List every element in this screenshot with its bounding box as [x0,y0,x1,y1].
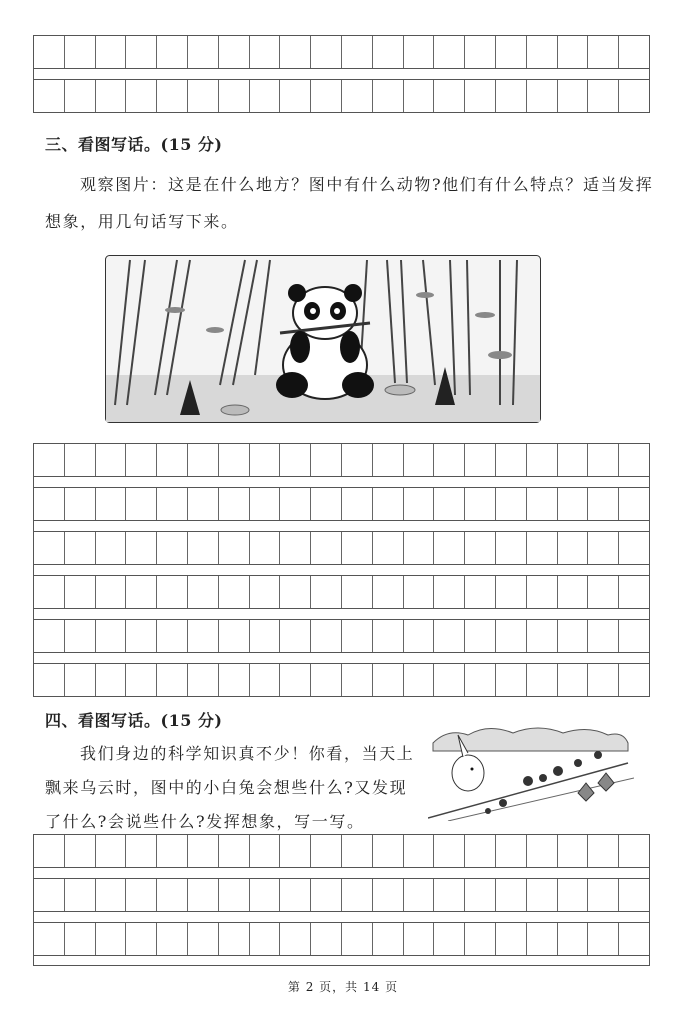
grid-cell[interactable] [125,532,156,564]
grid-cell[interactable] [372,879,403,911]
grid-cell[interactable] [310,576,341,608]
grid-cell[interactable] [34,664,64,696]
grid-cell[interactable] [403,620,434,652]
grid-cell[interactable] [587,664,618,696]
section-3-prompt-line-2: 想象，用几句话写下来。 [45,212,239,231]
grid-cell[interactable] [95,488,126,520]
grid-cell[interactable] [341,36,372,68]
grid-cell[interactable] [587,879,618,911]
grid-cell[interactable] [433,576,464,608]
grid-cell[interactable] [34,488,64,520]
grid-cell[interactable] [249,664,280,696]
grid-row-spacer [33,956,650,966]
grid-cell[interactable] [187,444,218,476]
grid-cell[interactable] [618,835,649,867]
grid-cell[interactable] [618,923,649,955]
grid-cell[interactable] [310,36,341,68]
grid-cell[interactable] [495,444,526,476]
grid-cell[interactable] [125,664,156,696]
grid-cell[interactable] [187,80,218,112]
grid-cell[interactable] [372,488,403,520]
grid-cell[interactable] [433,488,464,520]
grid-cell[interactable] [403,444,434,476]
grid-cell[interactable] [341,835,372,867]
grid-cell[interactable] [310,80,341,112]
grid-cell[interactable] [526,879,557,911]
grid-cell[interactable] [587,488,618,520]
grid-cell[interactable] [433,532,464,564]
grid-cell[interactable] [403,923,434,955]
grid-cell[interactable] [64,923,95,955]
grid-cell[interactable] [372,36,403,68]
grid-cell[interactable] [218,923,249,955]
section-4-prompt-line-3: 了什么?会说些什么?发挥想象，写一写。 [45,812,365,831]
grid-cell[interactable] [526,488,557,520]
grid-cell[interactable] [495,80,526,112]
grid-cell[interactable] [587,923,618,955]
grid-cell[interactable] [34,923,64,955]
grid-cell[interactable] [557,80,588,112]
grid-cell[interactable] [187,879,218,911]
grid-cell[interactable] [310,664,341,696]
grid-row-spacer [33,477,650,487]
grid-cell[interactable] [125,879,156,911]
grid-cell[interactable] [310,620,341,652]
grid-cell[interactable] [403,879,434,911]
section-4-prompt-line-1: 我们身边的科学知识真不少！你看，当天上 [80,744,415,763]
grid-cell[interactable] [187,532,218,564]
grid-cell[interactable] [464,923,495,955]
grid-cell[interactable] [403,576,434,608]
grid-cell[interactable] [433,664,464,696]
grid-cell[interactable] [557,532,588,564]
grid-cell[interactable] [218,444,249,476]
grid-cell[interactable] [433,444,464,476]
grid-cell[interactable] [156,488,187,520]
grid-cell[interactable] [341,664,372,696]
grid-cell[interactable] [372,664,403,696]
grid-cell[interactable] [249,444,280,476]
grid-cell[interactable] [64,664,95,696]
grid-cell[interactable] [557,835,588,867]
grid-cell[interactable] [495,879,526,911]
grid-cell[interactable] [618,532,649,564]
grid-cell[interactable] [187,576,218,608]
grid-cell[interactable] [341,576,372,608]
grid-cell[interactable] [249,36,280,68]
grid-cell[interactable] [279,444,310,476]
grid-cell[interactable] [464,532,495,564]
grid-cell[interactable] [557,620,588,652]
grid-cell[interactable] [372,444,403,476]
grid-cell[interactable] [279,664,310,696]
grid-cell[interactable] [310,879,341,911]
writing-grid-top[interactable] [33,35,650,113]
grid-cell[interactable] [64,835,95,867]
grid-cell[interactable] [587,36,618,68]
grid-cell[interactable] [249,879,280,911]
grid-cell[interactable] [279,36,310,68]
grid-cell[interactable] [618,80,649,112]
grid-row [33,922,650,956]
grid-cell[interactable] [34,879,64,911]
grid-cell[interactable] [34,80,64,112]
grid-cell[interactable] [95,80,126,112]
grid-cell[interactable] [372,80,403,112]
grid-cell[interactable] [495,488,526,520]
grid-cell[interactable] [156,879,187,911]
grid-cell[interactable] [64,532,95,564]
grid-cell[interactable] [433,620,464,652]
grid-cell[interactable] [526,36,557,68]
grid-cell[interactable] [310,444,341,476]
grid-cell[interactable] [187,664,218,696]
writing-grid-middle[interactable] [33,443,650,697]
panda-bamboo-illustration [105,255,541,423]
grid-row [33,487,650,521]
grid-cell[interactable] [279,620,310,652]
writing-grid-bottom[interactable] [33,834,650,966]
grid-cell[interactable] [64,879,95,911]
grid-cell[interactable] [618,444,649,476]
grid-cell[interactable] [526,620,557,652]
grid-cell[interactable] [125,36,156,68]
grid-row [33,619,650,653]
grid-cell[interactable] [618,620,649,652]
grid-row-spacer [33,653,650,663]
grid-cell[interactable] [64,576,95,608]
grid-cell[interactable] [95,620,126,652]
grid-cell[interactable] [279,835,310,867]
grid-cell[interactable] [526,576,557,608]
grid-cell[interactable] [125,444,156,476]
grid-cell[interactable] [495,620,526,652]
grid-cell[interactable] [464,80,495,112]
grid-cell[interactable] [495,532,526,564]
grid-cell[interactable] [156,444,187,476]
grid-row-spacer [33,69,650,79]
grid-cell[interactable] [218,36,249,68]
grid-cell[interactable] [310,835,341,867]
grid-cell[interactable] [279,532,310,564]
grid-cell[interactable] [95,36,126,68]
grid-cell[interactable] [526,532,557,564]
grid-cell[interactable] [341,444,372,476]
grid-cell[interactable] [403,664,434,696]
grid-cell[interactable] [433,36,464,68]
grid-cell[interactable] [372,835,403,867]
grid-cell[interactable] [495,36,526,68]
grid-cell[interactable] [341,879,372,911]
grid-cell[interactable] [156,923,187,955]
grid-cell[interactable] [310,923,341,955]
grid-cell[interactable] [156,36,187,68]
grid-row [33,531,650,565]
grid-cell[interactable] [557,879,588,911]
grid-cell[interactable] [372,532,403,564]
grid-cell[interactable] [187,835,218,867]
grid-cell[interactable] [464,835,495,867]
grid-cell[interactable] [403,36,434,68]
grid-cell[interactable] [403,532,434,564]
grid-cell[interactable] [495,576,526,608]
grid-cell[interactable] [95,664,126,696]
grid-cell[interactable] [526,444,557,476]
grid-row-spacer [33,609,650,619]
grid-cell[interactable] [125,576,156,608]
page-number-footer: 第 2 页，共 14 页 [287,980,399,994]
grid-cell[interactable] [557,576,588,608]
grid-cell[interactable] [341,488,372,520]
grid-cell[interactable] [156,664,187,696]
grid-cell[interactable] [526,664,557,696]
grid-cell[interactable] [187,923,218,955]
grid-cell[interactable] [218,80,249,112]
section-4-prompt-line-2: 飘来乌云时，图中的小白兔会想些什么?又发现 [45,778,408,797]
grid-row-spacer [33,565,650,575]
grid-cell[interactable] [279,488,310,520]
grid-cell[interactable] [95,879,126,911]
grid-cell[interactable] [34,532,64,564]
grid-cell[interactable] [125,923,156,955]
grid-cell[interactable] [557,488,588,520]
grid-cell[interactable] [34,444,64,476]
grid-cell[interactable] [218,664,249,696]
grid-cell[interactable] [187,488,218,520]
grid-cell[interactable] [587,532,618,564]
grid-cell[interactable] [218,488,249,520]
grid-cell[interactable] [34,576,64,608]
grid-cell[interactable] [464,620,495,652]
grid-cell[interactable] [372,620,403,652]
grid-cell[interactable] [125,835,156,867]
grid-cell[interactable] [587,620,618,652]
grid-cell[interactable] [372,576,403,608]
grid-cell[interactable] [587,576,618,608]
grid-row [33,443,650,477]
grid-cell[interactable] [249,923,280,955]
grid-cell[interactable] [618,879,649,911]
grid-cell[interactable] [310,532,341,564]
grid-cell[interactable] [587,835,618,867]
grid-cell[interactable] [64,444,95,476]
grid-cell[interactable] [64,488,95,520]
grid-cell[interactable] [495,835,526,867]
grid-cell[interactable] [156,576,187,608]
grid-cell[interactable] [341,80,372,112]
grid-cell[interactable] [587,80,618,112]
grid-cell[interactable] [557,664,588,696]
grid-row [33,878,650,912]
grid-cell[interactable] [495,923,526,955]
grid-cell[interactable] [187,620,218,652]
grid-cell[interactable] [156,80,187,112]
grid-cell[interactable] [249,835,280,867]
grid-cell[interactable] [587,444,618,476]
grid-row [33,834,650,868]
grid-cell[interactable] [156,532,187,564]
section-3-prompt-line-1: 观察图片：这是在什么地方？图中有什么动物?他们有什么特点？适当发挥 [80,175,654,194]
grid-cell[interactable] [279,879,310,911]
grid-cell[interactable] [557,923,588,955]
grid-cell[interactable] [341,532,372,564]
section-3-heading: 三、看图写话。(15 分) [45,135,223,154]
grid-cell[interactable] [433,923,464,955]
grid-cell[interactable] [125,80,156,112]
grid-cell[interactable] [64,620,95,652]
grid-cell[interactable] [341,923,372,955]
grid-cell[interactable] [464,36,495,68]
grid-cell[interactable] [249,488,280,520]
grid-cell[interactable] [403,80,434,112]
grid-cell[interactable] [464,664,495,696]
grid-cell[interactable] [464,444,495,476]
grid-cell[interactable] [464,488,495,520]
grid-row-spacer [33,521,650,531]
grid-cell[interactable] [95,532,126,564]
grid-cell[interactable] [34,835,64,867]
grid-row-spacer [33,912,650,922]
grid-cell[interactable] [64,36,95,68]
grid-cell[interactable] [310,488,341,520]
grid-cell[interactable] [34,620,64,652]
grid-cell[interactable] [249,80,280,112]
grid-cell[interactable] [218,576,249,608]
grid-cell[interactable] [618,488,649,520]
grid-cell[interactable] [403,835,434,867]
section-4-heading: 四、看图写话。(15 分) [45,711,223,730]
grid-cell[interactable] [156,620,187,652]
grid-cell[interactable] [618,36,649,68]
grid-cell[interactable] [95,576,126,608]
grid-cell[interactable] [526,923,557,955]
grid-cell[interactable] [526,835,557,867]
grid-cell[interactable] [433,80,464,112]
grid-cell[interactable] [618,576,649,608]
grid-cell[interactable] [464,879,495,911]
grid-cell[interactable] [464,576,495,608]
grid-cell[interactable] [557,36,588,68]
grid-cell[interactable] [279,80,310,112]
grid-row [33,79,650,113]
grid-cell[interactable] [187,36,218,68]
grid-cell[interactable] [218,835,249,867]
grid-cell[interactable] [218,879,249,911]
grid-cell[interactable] [95,444,126,476]
grid-cell[interactable] [95,835,126,867]
grid-cell[interactable] [433,835,464,867]
grid-row [33,663,650,697]
grid-cell[interactable] [526,80,557,112]
grid-cell[interactable] [34,36,64,68]
grid-row-spacer [33,868,650,878]
grid-cell[interactable] [249,576,280,608]
grid-cell[interactable] [156,835,187,867]
grid-cell[interactable] [64,80,95,112]
grid-cell[interactable] [341,620,372,652]
grid-cell[interactable] [95,923,126,955]
grid-cell[interactable] [218,620,249,652]
grid-cell[interactable] [249,620,280,652]
grid-cell[interactable] [495,664,526,696]
grid-cell[interactable] [403,488,434,520]
grid-cell[interactable] [279,576,310,608]
grid-cell[interactable] [618,664,649,696]
grid-cell[interactable] [433,879,464,911]
grid-cell[interactable] [218,532,249,564]
grid-row [33,575,650,609]
rabbit-cloud-illustration [428,723,634,821]
grid-row [33,35,650,69]
grid-cell[interactable] [279,923,310,955]
grid-cell[interactable] [372,923,403,955]
grid-cell[interactable] [249,532,280,564]
grid-cell[interactable] [125,488,156,520]
grid-cell[interactable] [125,620,156,652]
grid-cell[interactable] [557,444,588,476]
